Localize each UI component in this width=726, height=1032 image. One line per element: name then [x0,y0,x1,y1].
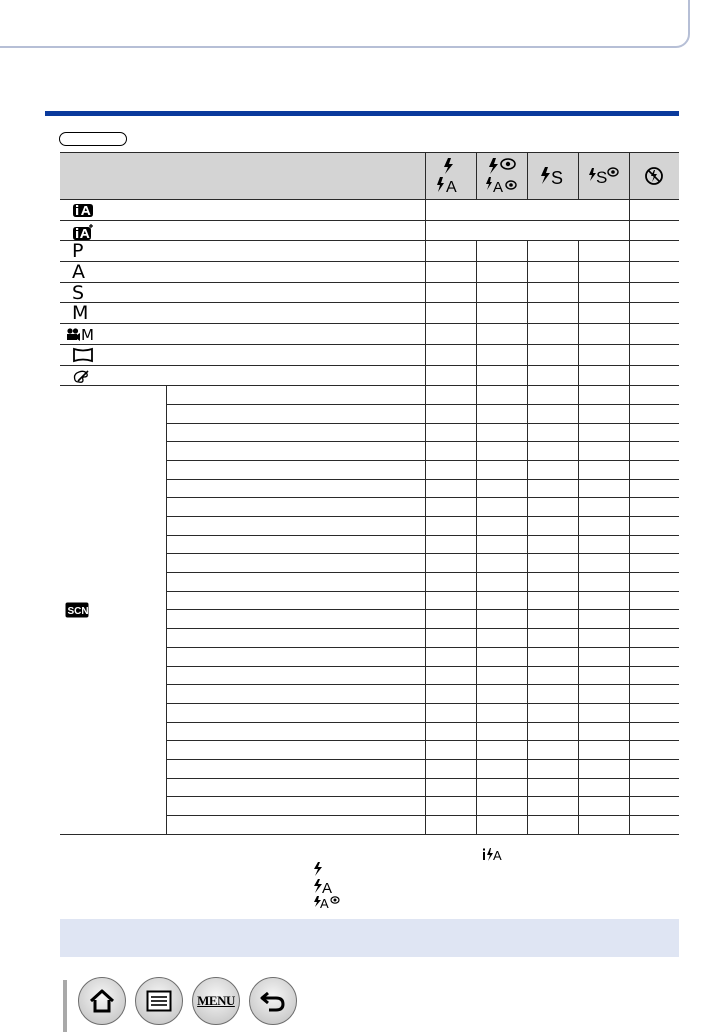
table-row [60,386,679,405]
nav-divider [63,980,67,1032]
table-row [60,282,679,303]
flash-cell [629,666,679,685]
flash-cell [425,685,476,704]
scene-name-cell [166,703,425,722]
program-mode-icon: P [72,240,84,263]
flash-cell [425,629,476,648]
scene-name-cell [166,386,425,405]
svg-text:A: A [322,880,333,895]
scene-guide-icon [65,602,89,618]
table-row [60,200,679,221]
flash-cell [629,610,679,629]
creative-control-icon [72,368,90,384]
flash-cell [476,722,527,741]
back-button[interactable] [249,977,297,1025]
flash-cell [578,554,629,573]
flash-cell [578,741,629,760]
flash-cell [578,778,629,797]
flash-cell [425,535,476,554]
flash-cell [629,460,679,479]
flash-cell [476,479,527,498]
intelligent-auto-plus-icon [72,223,94,242]
flash-redeye-auto-icon [476,153,527,200]
flash-slow-sync-icon [527,153,578,200]
flash-cell [578,629,629,648]
flash-cell [578,685,629,704]
flash-cell [527,404,578,423]
flash-cell [527,535,578,554]
home-button[interactable] [78,977,126,1025]
mode-manual [60,303,425,324]
flash-cell [578,460,629,479]
flash-cell [476,647,527,666]
flash-cell [527,460,578,479]
flash-cell [425,442,476,461]
section-rule [45,111,679,116]
scene-name-cell [166,442,425,461]
flash-auto-small-icon [312,877,338,895]
flash-forced-icon [312,861,324,877]
flash-cell [476,666,527,685]
merged-cell [425,200,629,221]
flash-cell [425,703,476,722]
flash-cell [425,386,476,405]
mode-intelligent-auto [60,200,425,221]
aperture-priority-icon: A [72,261,85,284]
flash-cell [476,797,527,816]
mode-scene-guide [60,386,166,835]
flash-mode-table [60,152,679,835]
scene-name-cell [166,759,425,778]
flash-cell [476,460,527,479]
scene-name-cell [166,460,425,479]
flash-cell [476,759,527,778]
flash-cell [578,759,629,778]
flash-cell [425,591,476,610]
flash-cell [629,517,679,536]
flash-cell [425,479,476,498]
svg-text:S: S [550,168,563,188]
flash-cell [527,479,578,498]
table-header-row [60,153,679,200]
flash-cell [629,386,679,405]
flash-cell [425,759,476,778]
svg-text:A: A [445,179,457,195]
table-row [60,324,679,345]
intelligent-auto-icon [72,202,94,219]
back-icon [259,989,287,1013]
svg-text:S: S [595,168,607,187]
flash-cell [578,666,629,685]
flash-cell [476,535,527,554]
header-mode-column [60,153,425,200]
flash-cell [629,442,679,461]
table-row [60,365,679,386]
svg-text:SCN: SCN [67,605,89,617]
flash-cell [578,498,629,517]
flash-cell [629,797,679,816]
scene-name-cell [166,816,425,835]
merged-cell [425,220,629,241]
menu-button[interactable] [192,977,240,1025]
flash-cell [629,647,679,666]
flash-cell [578,647,629,666]
flash-cell [425,610,476,629]
flash-cell [527,647,578,666]
scene-name-cell [166,498,425,517]
flash-cell [527,517,578,536]
flash-cell [578,816,629,835]
flash-cell [578,423,629,442]
flash-cell [578,573,629,592]
menu-icon: MENU [197,993,235,1008]
flash-cell [425,816,476,835]
scene-name-cell [166,423,425,442]
mode-intelligent-auto-plus [60,220,425,241]
flash-cell [425,517,476,536]
flash-cell [629,778,679,797]
flash-cell [425,404,476,423]
flash-cell [527,423,578,442]
flash-cell [578,404,629,423]
shutter-priority-icon: S [72,281,85,304]
flash-cell [578,517,629,536]
flash-cell [629,498,679,517]
scene-name-cell [166,610,425,629]
scene-name-cell [166,404,425,423]
page-top-frame [0,0,690,48]
table-row [60,241,679,262]
table-row [60,344,679,365]
flash-cell [629,554,679,573]
flash-cell [476,591,527,610]
flash-cell [476,423,527,442]
flash-auto-redeye-small-icon [312,894,342,910]
flash-cell [476,610,527,629]
flash-cell [578,442,629,461]
scene-name-cell [166,517,425,536]
home-icon [88,988,116,1014]
flash-cell [527,741,578,760]
contents-button[interactable] [135,977,183,1025]
scene-name-cell [166,741,425,760]
flash-cell [425,741,476,760]
flash-cell [476,404,527,423]
flash-cell [527,629,578,648]
flash-cell [629,423,679,442]
flash-cell [425,573,476,592]
flash-cell [476,703,527,722]
flash-cell [629,573,679,592]
flash-cell [527,591,578,610]
scene-name-cell [166,573,425,592]
flash-cell [527,610,578,629]
flash-cell [476,442,527,461]
flash-auto-icon [425,153,476,200]
creative-video-mode-letter: M [81,326,94,345]
scene-name-cell [166,479,425,498]
flash-cell [578,535,629,554]
flash-cell [476,386,527,405]
flash-cell [629,404,679,423]
svg-text:A: A [493,848,502,862]
flash-cell [527,797,578,816]
flash-cell [527,442,578,461]
flash-cell [578,610,629,629]
flash-cell [425,666,476,685]
scene-name-cell [166,778,425,797]
mode-shutter-priority [60,282,425,303]
flash-cell [527,386,578,405]
flash-cell [476,741,527,760]
flash-cell [629,741,679,760]
flash-cell [476,554,527,573]
flash-cell [629,759,679,778]
flash-cell [425,554,476,573]
flash-cell [527,778,578,797]
flash-cell [578,703,629,722]
scene-name-cell [166,666,425,685]
scene-name-cell [166,797,425,816]
scene-name-cell [166,535,425,554]
flash-cell [578,479,629,498]
flash-cell [629,685,679,704]
flash-cell [476,573,527,592]
mode-creative-video [60,324,425,345]
mode-creative-control [60,365,425,386]
flash-cell [527,685,578,704]
flash-cell [527,816,578,835]
panorama-icon [72,347,94,363]
contents-list-icon [146,990,172,1012]
scene-name-cell [166,722,425,741]
flash-cell [578,722,629,741]
flash-cell [629,703,679,722]
flash-cell [476,816,527,835]
flash-cell [425,722,476,741]
flash-cell [527,573,578,592]
flash-cell [527,722,578,741]
svg-text:A: A [320,896,329,910]
flash-cell [476,685,527,704]
flash-cell [629,479,679,498]
creative-video-icon [66,328,80,342]
scene-name-cell [166,647,425,666]
flash-off-icon [629,153,679,200]
flash-cell [476,498,527,517]
flash-cell [578,591,629,610]
flash-cell [476,517,527,536]
table-row [60,262,679,283]
table-row [60,220,679,241]
scene-name-cell [166,591,425,610]
manual-mode-icon: M [72,302,89,325]
flash-cell [425,797,476,816]
flash-cell [476,778,527,797]
flash-cell [527,666,578,685]
mode-panorama [60,344,425,365]
flash-cell [629,816,679,835]
flash-cell [527,554,578,573]
flash-cell [425,778,476,797]
flash-cell [578,797,629,816]
flash-cell [629,591,679,610]
mode-badge [59,132,127,146]
flash-cell [425,460,476,479]
mode-aperture-priority [60,262,425,283]
flash-cell [425,423,476,442]
flash-slow-sync-redeye-icon [578,153,629,200]
mode-program [60,241,425,262]
flash-cell [527,498,578,517]
scene-mode-rows [60,386,679,835]
svg-text:A: A [492,179,503,195]
info-band [60,919,679,957]
flash-cell [527,759,578,778]
intelligent-flash-icon [482,846,506,862]
flash-cell [527,703,578,722]
flash-cell [629,535,679,554]
scene-name-cell [166,685,425,704]
flash-cell [629,722,679,741]
scene-name-cell [166,554,425,573]
table-row [60,303,679,324]
flash-cell [578,386,629,405]
flash-cell [425,647,476,666]
flash-cell [476,629,527,648]
flash-cell [425,498,476,517]
scene-name-cell [166,629,425,648]
flash-cell [629,629,679,648]
